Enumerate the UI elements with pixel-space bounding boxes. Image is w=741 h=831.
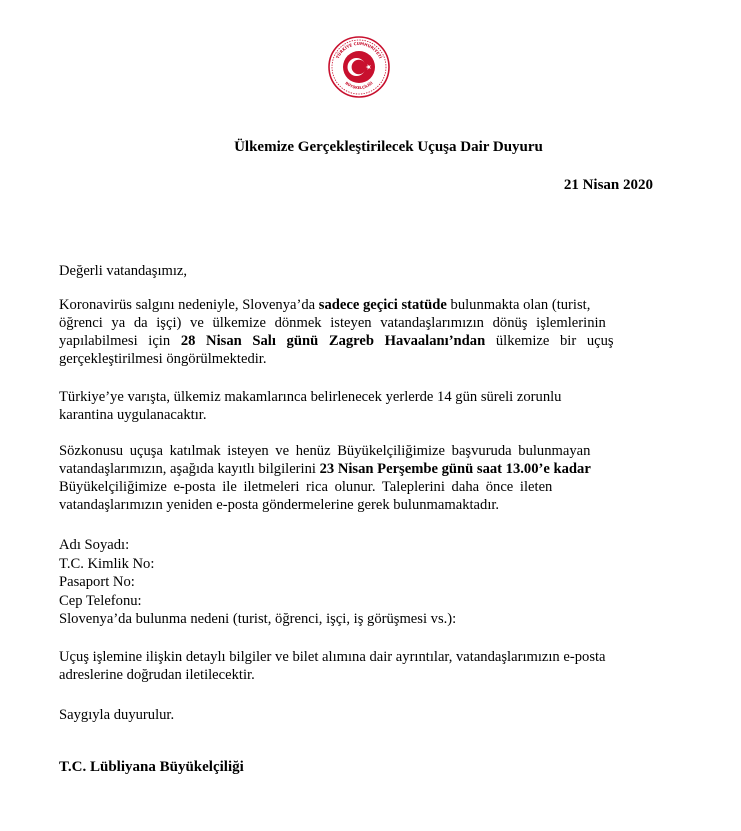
greeting: Değerli vatandaşımız,: [59, 263, 188, 279]
paragraph-line: Türkiye’ye varışta, ülkemiz makamlarınca belirlenecek yerlerde 14 gün süreli zorunlu: [59, 389, 562, 405]
form-field-id-number: T.C. Kimlik No:: [59, 555, 155, 572]
paragraph-line: Büyükelçiliğimize e-posta ile iletmeleri rica olunur. Taleplerini daha önce ileten: [59, 479, 553, 495]
form-field-name: Adı Soyadı:: [59, 537, 130, 553]
embassy-seal-logo: [328, 36, 390, 98]
form-field-passport: Pasaport No:: [59, 574, 135, 590]
signature: T.C. Lübliyana Büyükelçiliği: [59, 759, 244, 775]
paragraph-line: Koronavirüs salgını nedeniyle, Slovenya’da sadece geçici statüde bulunmakta olan (turist,: [59, 297, 591, 313]
seal-bottom-text: BÜYÜKELÇİLİĞİ: [344, 81, 374, 91]
form-field-reason: Slovenya’da bulunma nedeni (turist, öğrenci, işçi, iş görüşmesi vs.):: [59, 611, 457, 627]
paragraph-line: adreslerine doğrudan iletilecektir.: [59, 667, 255, 683]
paragraph-ticket-details: [59, 648, 660, 684]
paragraph-line: vatandaşlarımızın, aşağıda kayıtlı bilgilerini 23 Nisan Perşembe günü saat 13.00’e kadar: [59, 461, 591, 477]
closing-line: Saygıyla duyurulur.: [59, 707, 175, 723]
paragraph-line: Sözkonusu uçuşa katılmak isteyen ve henüz Büyükelçiliğimize başvuruda bulunmayan: [59, 443, 591, 459]
paragraph-line: öğrenci ya da işçi) ve ülkemize dönmek isteyen vatandaşlarımızın dönüş işlemlerinin: [59, 315, 606, 331]
document-date: 21 Nisan 2020: [563, 177, 653, 193]
paragraph-application: [59, 442, 660, 514]
seal-ring-text: TÜRKİYE CUMHURİYETİ: [334, 40, 384, 60]
form-field-phone: Cep Telefonu:: [59, 592, 142, 609]
required-info-list: [59, 536, 660, 629]
paragraph-line: vatandaşlarımızın yeniden e-posta göndermelerine gerek bulunmamaktadır.: [59, 497, 500, 513]
paragraph-line: Uçuş işlemine ilişkin detaylı bilgiler ve bilet alımına dair ayrıntılar, vatandaşlarımızın e-posta: [59, 649, 606, 665]
paragraph-quarantine: [59, 388, 660, 424]
paragraph-line: yapılabilmesi için 28 Nisan Salı günü Zagreb Havaalanı’ndan ülkemize bir uçuş: [59, 333, 614, 349]
paragraph-line: karantina uygulanacaktır.: [59, 407, 207, 423]
document-title: Ülkemize Gerçekleştirilecek Uçuşa Dair Duyuru: [234, 139, 543, 155]
paragraph-line: gerçekleştirilmesi öngörülmektedir.: [59, 351, 267, 367]
paragraph-flight-info: [59, 296, 660, 368]
